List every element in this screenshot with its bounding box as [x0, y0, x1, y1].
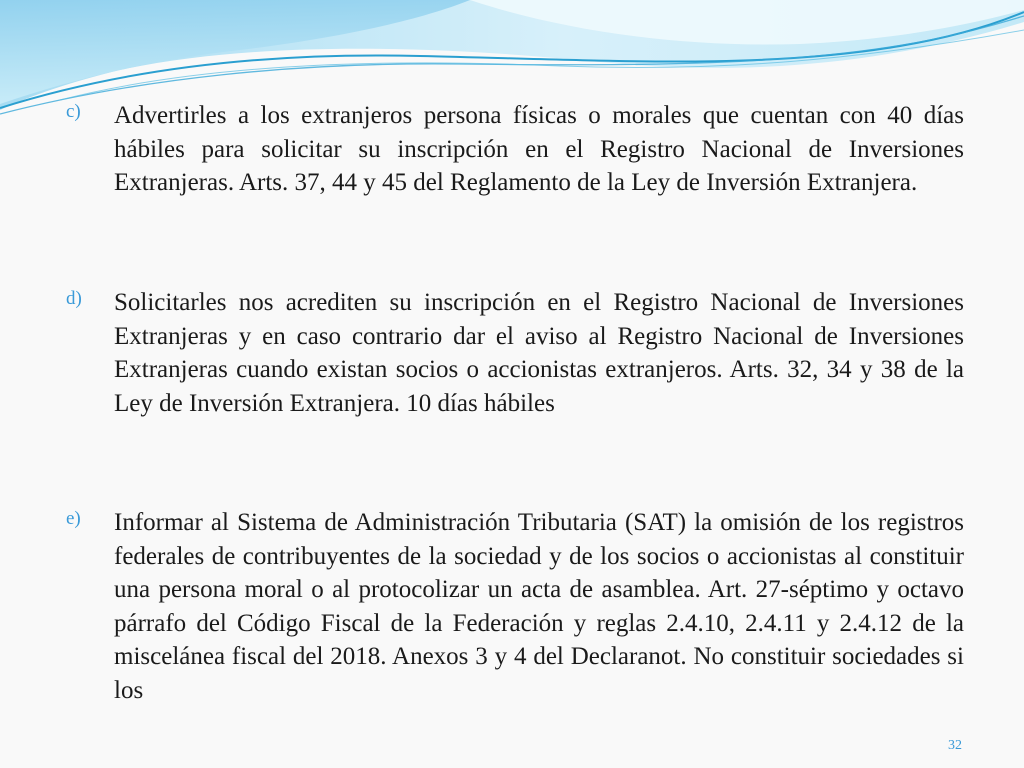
list-item-c: [66, 99, 964, 200]
list-item-e: [66, 506, 964, 707]
list-item-text: Informar al Sistema de Administración Tributaria (SAT) la omisión de los registros federales de contribuyentes de la sociedad y de los socios o accionistas al constituir una persona moral o al protocolizar un acta de asamblea. Art. 27-séptimo y octavo párrafo del Código Fiscal de la Federación y reglas 2.4.10, 2.4.11 y 2.4.12 de la miscelánea fiscal del 2018. Anexos 3 y 4 del Declaranot. No constituir sociedades si los: [114, 509, 964, 704]
list-marker: c): [66, 101, 81, 122]
list-item-text: Solicitarles nos acrediten su inscripción en el Registro Nacional de Inversiones Extranjeras y en caso contrario dar el aviso al Registro Nacional de Inversiones Extranjeras cuando existan socios o accionistas extranjeros. Arts. 32, 34 y 38 de la Ley de Inversión Extranjera. 10 días hábiles: [114, 289, 964, 417]
list-marker: e): [66, 508, 81, 529]
list-item-d: [66, 286, 964, 420]
page-number: 32: [948, 738, 962, 753]
list-item-text: Advertirles a los extranjeros persona físicas o morales que cuentan con 40 días hábiles para solicitar su inscripción en el Registro Nacional de Inversiones Extranjeras. Arts. 37, 44 y 45 del Reglamento de la Ley de Inversión Extranjera.: [114, 102, 964, 196]
list-marker: d): [66, 288, 82, 309]
